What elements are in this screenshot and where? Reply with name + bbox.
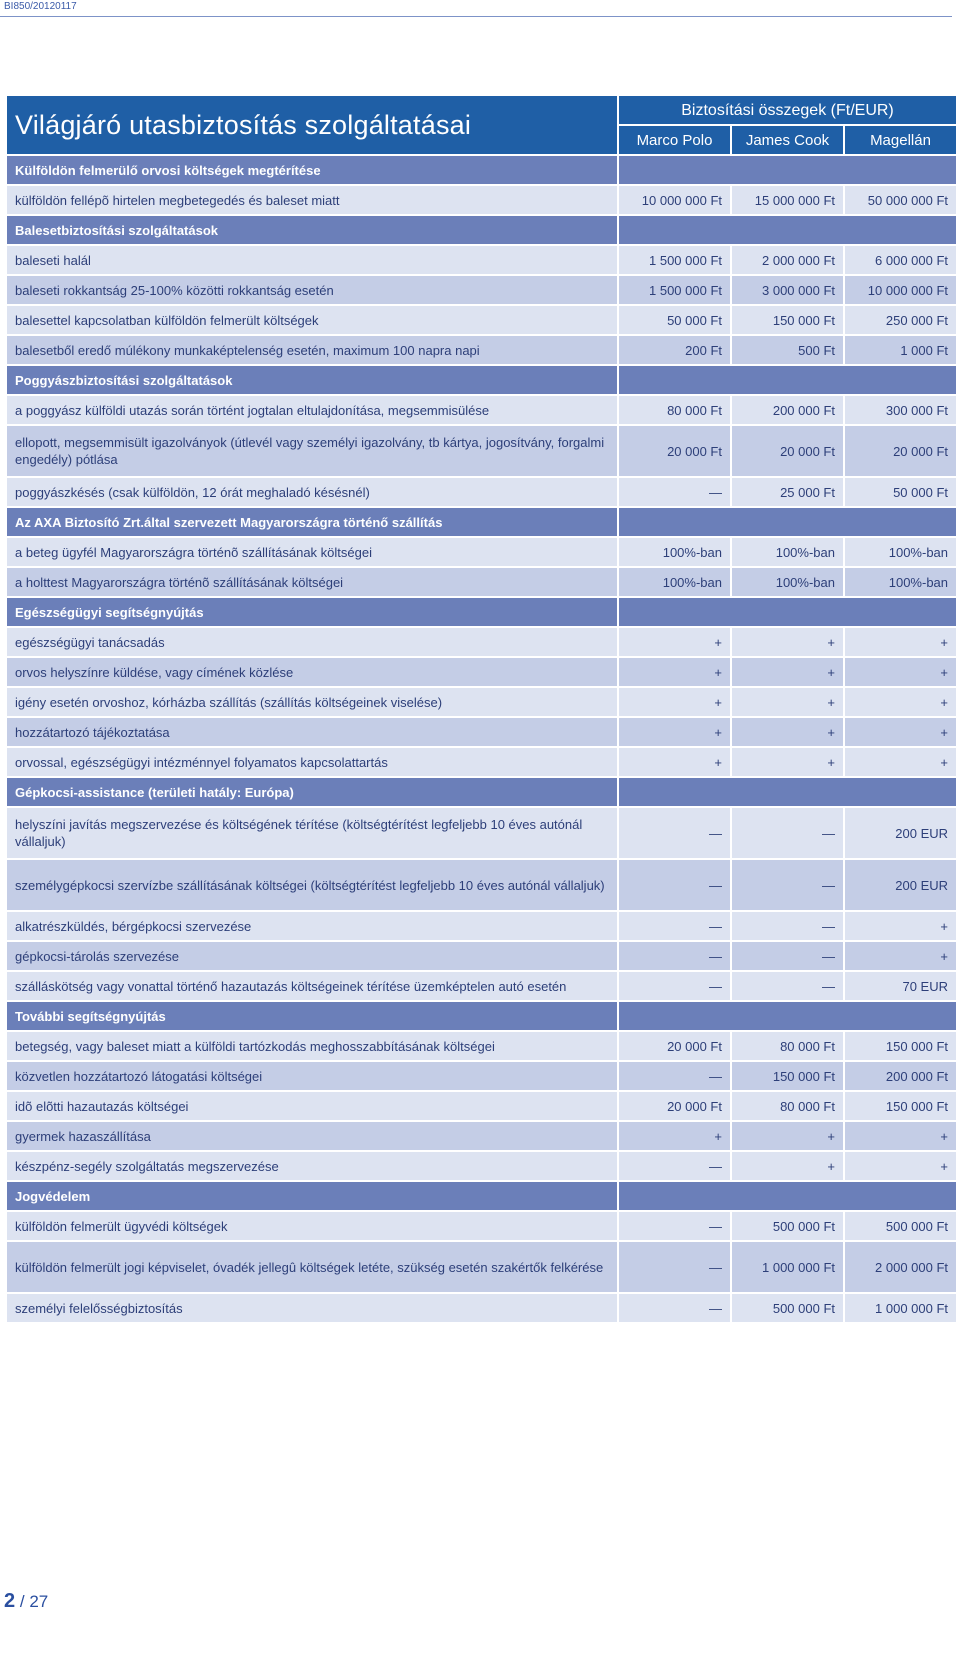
row-label: a beteg ügyfél Magyarországra történõ szállításának költségei: [6, 537, 618, 567]
cell-value: —: [731, 971, 844, 1001]
table-row: [6, 567, 957, 597]
section-spacer: [618, 1181, 957, 1211]
cell-value: 1 500 000 Ft: [618, 275, 731, 305]
cell-value: 20 000 Ft: [618, 425, 731, 477]
cell-value: 250 000 Ft: [844, 305, 957, 335]
cell-value: 1 500 000 Ft: [618, 245, 731, 275]
table-row: [6, 395, 957, 425]
section-header-row: [6, 215, 957, 245]
table-row: [6, 1293, 957, 1323]
row-label: külföldön felmerült jogi képviselet, óvadék jellegû költségek letéte, szükség esetén szakértők felkérése: [6, 1241, 618, 1293]
row-label: készpénz-segély szolgáltatás megszervezése: [6, 1151, 618, 1181]
cell-value: 20 000 Ft: [844, 425, 957, 477]
row-label: ellopott, megsemmisült igazolványok (útlevél vagy személyi igazolvány, tb kártya, jogosítvány, forgalmi engedély) pótlása: [6, 425, 618, 477]
row-label: alkatrészküldés, bérgépkocsi szervezése: [6, 911, 618, 941]
cell-value: 500 000 Ft: [844, 1211, 957, 1241]
cell-value: —: [618, 911, 731, 941]
table-title: Világjáró utasbiztosítás szolgáltatásai: [6, 95, 618, 155]
cell-value: —: [618, 859, 731, 911]
section-title: Balesetbiztosítási szolgáltatások: [6, 215, 618, 245]
table-row: [6, 971, 957, 1001]
row-label: orvos helyszínre küldése, vagy címének közlése: [6, 657, 618, 687]
section-spacer: [618, 215, 957, 245]
cell-value: 200 000 Ft: [844, 1061, 957, 1091]
section-header-row: [6, 1181, 957, 1211]
cell-value: +: [844, 627, 957, 657]
section-title: További segítségnyújtás: [6, 1001, 618, 1031]
page-number: [4, 1590, 48, 1613]
cell-value: 2 000 000 Ft: [844, 1241, 957, 1293]
cell-value: +: [844, 717, 957, 747]
row-label: gyermek hazaszállítása: [6, 1121, 618, 1151]
cell-value: +: [731, 687, 844, 717]
row-label: külföldön felmerült ügyvédi költségek: [6, 1211, 618, 1241]
section-title: Gépkocsi-assistance (területi hatály: Európa): [6, 777, 618, 807]
row-label: egészségügyi tanácsadás: [6, 627, 618, 657]
cell-value: +: [618, 627, 731, 657]
table-row: [6, 1211, 957, 1241]
section-title: Egészségügyi segítségnyújtás: [6, 597, 618, 627]
cell-value: 100%-ban: [844, 537, 957, 567]
cell-value: —: [731, 807, 844, 859]
cell-value: 20 000 Ft: [618, 1031, 731, 1061]
table-row: [6, 627, 957, 657]
cell-value: —: [731, 859, 844, 911]
cell-value: —: [618, 1211, 731, 1241]
cell-value: +: [618, 1121, 731, 1151]
cell-value: —: [618, 1241, 731, 1293]
cell-value: 200 EUR: [844, 807, 957, 859]
table-row: [6, 425, 957, 477]
cell-value: 200 000 Ft: [731, 395, 844, 425]
table-row: [6, 717, 957, 747]
section-spacer: [618, 597, 957, 627]
coverage-table: [5, 94, 958, 1324]
table-row: [6, 859, 957, 911]
cell-value: 50 000 Ft: [844, 477, 957, 507]
cell-value: 1 000 000 Ft: [844, 1293, 957, 1323]
page-current: 2: [4, 1590, 16, 1612]
section-header-row: [6, 155, 957, 185]
cell-value: +: [731, 747, 844, 777]
section-spacer: [618, 507, 957, 537]
cell-value: +: [844, 1121, 957, 1151]
cell-value: +: [731, 1121, 844, 1151]
row-label: idõ elõtti hazautazás költségei: [6, 1091, 618, 1121]
document-code: BI850/20120117: [4, 1, 77, 12]
table-row: [6, 687, 957, 717]
row-label: közvetlen hozzátartozó látogatási költségei: [6, 1061, 618, 1091]
section-spacer: [618, 365, 957, 395]
table-row: [6, 335, 957, 365]
cell-value: +: [731, 1151, 844, 1181]
cell-value: 150 000 Ft: [844, 1091, 957, 1121]
cell-value: +: [618, 687, 731, 717]
section-spacer: [618, 1001, 957, 1031]
cell-value: 100%-ban: [731, 567, 844, 597]
section-header-row: [6, 365, 957, 395]
cell-value: +: [618, 657, 731, 687]
table-row: [6, 657, 957, 687]
row-label: balesetből eredő múlékony munkaképtelenség esetén, maximum 100 napra napi: [6, 335, 618, 365]
row-label: külföldön fellépõ hirtelen megbetegedés és baleset miatt: [6, 185, 618, 215]
cell-value: 10 000 000 Ft: [844, 275, 957, 305]
cell-value: 25 000 Ft: [731, 477, 844, 507]
cell-value: +: [731, 717, 844, 747]
section-title: Az AXA Biztosító Zrt.által szervezett Magyarországra történő szállítás: [6, 507, 618, 537]
table-row: [6, 1121, 957, 1151]
cell-value: 100%-ban: [844, 567, 957, 597]
cell-value: —: [618, 1293, 731, 1323]
cell-value: —: [618, 477, 731, 507]
table-row: [6, 1241, 957, 1293]
cell-value: 150 000 Ft: [844, 1031, 957, 1061]
cell-value: 200 Ft: [618, 335, 731, 365]
cell-value: 150 000 Ft: [731, 305, 844, 335]
section-spacer: [618, 777, 957, 807]
row-label: gépkocsi-tárolás szervezése: [6, 941, 618, 971]
cell-value: 70 EUR: [844, 971, 957, 1001]
table-row: [6, 477, 957, 507]
row-label: hozzátartozó tájékoztatása: [6, 717, 618, 747]
cell-value: 6 000 000 Ft: [844, 245, 957, 275]
table-row: [6, 1031, 957, 1061]
cell-value: +: [844, 911, 957, 941]
row-label: baleseti halál: [6, 245, 618, 275]
column-header-marco-polo: Marco Polo: [618, 125, 731, 155]
cell-value: +: [731, 657, 844, 687]
column-header-magellan: Magellán: [844, 125, 957, 155]
cell-value: 1 000 000 Ft: [731, 1241, 844, 1293]
section-header-row: [6, 507, 957, 537]
table-row: [6, 1151, 957, 1181]
cell-value: 3 000 000 Ft: [731, 275, 844, 305]
table-row: [6, 911, 957, 941]
table-row: [6, 275, 957, 305]
cell-value: 15 000 000 Ft: [731, 185, 844, 215]
table-row: [6, 941, 957, 971]
column-header-james-cook: James Cook: [731, 125, 844, 155]
cell-value: —: [618, 971, 731, 1001]
cell-value: 10 000 000 Ft: [618, 185, 731, 215]
table-row: [6, 185, 957, 215]
cell-value: 100%-ban: [618, 537, 731, 567]
table-row: [6, 747, 957, 777]
cell-value: 500 000 Ft: [731, 1293, 844, 1323]
cell-value: —: [618, 807, 731, 859]
cell-value: +: [618, 747, 731, 777]
cell-value: —: [731, 941, 844, 971]
cell-value: 80 000 Ft: [731, 1091, 844, 1121]
section-header-row: [6, 777, 957, 807]
row-label: személyi felelősségbiztosítás: [6, 1293, 618, 1323]
cell-value: 200 EUR: [844, 859, 957, 911]
cell-value: 100%-ban: [618, 567, 731, 597]
top-divider: [0, 16, 952, 17]
cell-value: 300 000 Ft: [844, 395, 957, 425]
cell-value: +: [844, 687, 957, 717]
table-row: [6, 537, 957, 567]
table-row: [6, 807, 957, 859]
page-separator: /: [19, 1592, 25, 1611]
table-row: [6, 245, 957, 275]
cell-value: +: [844, 941, 957, 971]
cell-value: 20 000 Ft: [731, 425, 844, 477]
section-header-row: [6, 597, 957, 627]
row-label: balesettel kapcsolatban külföldön felmerült költségek: [6, 305, 618, 335]
section-header-row: [6, 1001, 957, 1031]
cell-value: 150 000 Ft: [731, 1061, 844, 1091]
row-label: szálláskötség vagy vonattal történő hazautazás költségeinek térítése üzemképtelen autó esetén: [6, 971, 618, 1001]
cell-value: 1 000 Ft: [844, 335, 957, 365]
cell-value: 50 000 000 Ft: [844, 185, 957, 215]
section-title: Poggyászbiztosítási szolgáltatások: [6, 365, 618, 395]
cell-value: —: [618, 1151, 731, 1181]
cell-value: 500 Ft: [731, 335, 844, 365]
cell-value: +: [844, 747, 957, 777]
cell-value: 20 000 Ft: [618, 1091, 731, 1121]
cell-value: 100%-ban: [731, 537, 844, 567]
cell-value: 80 000 Ft: [618, 395, 731, 425]
cell-value: 2 000 000 Ft: [731, 245, 844, 275]
table-row: [6, 305, 957, 335]
section-spacer: [618, 155, 957, 185]
cell-value: 80 000 Ft: [731, 1031, 844, 1061]
row-label: a poggyász külföldi utazás során történt jogtalan eltulajdonítása, megsemmisülése: [6, 395, 618, 425]
page-total: 27: [29, 1592, 49, 1611]
row-label: személygépkocsi szervízbe szállításának költségei (költségtérítést legfeljebb 10 éves autónál vállaljuk): [6, 859, 618, 911]
row-label: betegség, vagy baleset miatt a külföldi tartózkodás meghosszabbításának költségei: [6, 1031, 618, 1061]
section-title: Külföldön felmerülő orvosi költségek megtérítése: [6, 155, 618, 185]
cell-value: +: [731, 627, 844, 657]
row-label: orvossal, egészségügyi intézménnyel folyamatos kapcsolattartás: [6, 747, 618, 777]
row-label: baleseti rokkantság 25-100% közötti rokkantság esetén: [6, 275, 618, 305]
row-label: a holttest Magyarországra történõ szállításának költségei: [6, 567, 618, 597]
cell-value: 50 000 Ft: [618, 305, 731, 335]
cell-value: +: [618, 717, 731, 747]
table-row: [6, 1091, 957, 1121]
row-label: helyszíni javítás megszervezése és költségének térítése (költségtérítést legfeljebb 10 éves autónál vállaljuk): [6, 807, 618, 859]
cell-value: +: [844, 657, 957, 687]
cell-value: —: [731, 911, 844, 941]
section-title: Jogvédelem: [6, 1181, 618, 1211]
column-group-header: Biztosítási összegek (Ft/EUR): [618, 95, 957, 125]
cell-value: 500 000 Ft: [731, 1211, 844, 1241]
cell-value: —: [618, 1061, 731, 1091]
row-label: poggyászkésés (csak külföldön, 12 órát meghaladó késésnél): [6, 477, 618, 507]
cell-value: +: [844, 1151, 957, 1181]
cell-value: —: [618, 941, 731, 971]
table-row: [6, 1061, 957, 1091]
row-label: igény esetén orvoshoz, kórházba szállítás (szállítás költségeinek viselése): [6, 687, 618, 717]
